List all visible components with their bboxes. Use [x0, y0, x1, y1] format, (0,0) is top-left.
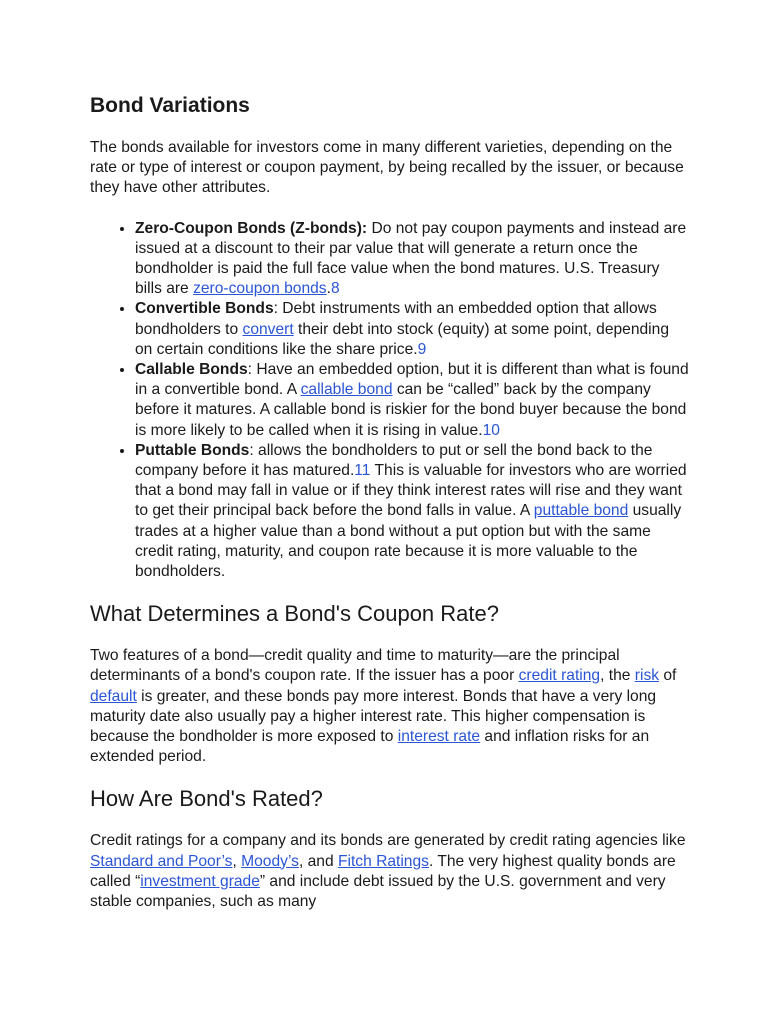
list-item-convertible: • Convertible Bonds: Debt instruments with an embedded option that allows bondholders to convert their debt into stock (equity) at some point, depending on certain conditions like the share price.9	[135, 299, 690, 360]
heading-coupon-rate: What Determines a Bond's Coupon Rate?	[90, 601, 499, 627]
coupon-rate-paragraph: Two features of a bond—credit quality and time to maturity—are the principal determinants of a bond's coupon rate. If the issuer has a poor credit rating, the risk of default is greater, and these bonds pay more interest. Bonds that have a very long maturity date also usually pay a higher interest rate. This higher compensation is because the bondholder is more exposed to interest rate and inflation risks for an extended period.	[90, 647, 677, 766]
article-body	[90, 92, 690, 912]
link-risk[interactable]: risk	[634, 667, 660, 685]
link-credit-rating[interactable]: credit rating	[518, 667, 601, 685]
link-interest-rate[interactable]: interest rate	[397, 728, 481, 746]
list-item-callable: • Callable Bonds: Have an embedded option, but it is different than what is found in a convertible bond. A callable bond can be “called” back by the company before it matures. A callable bond is riskier for the bond buyer because the bond is more likely to be called when it is rising in value.10	[135, 360, 690, 441]
link-investment-grade[interactable]: investment grade	[140, 872, 260, 890]
ratings-paragraph: Credit ratings for a company and its bonds are generated by credit rating agencies like Standard and Poor’s, Moody’s, and Fitch Ratings. The very highest quality bonds are called “investment grade” and include debt issued by the U.S. government and very stable companies, such as many	[90, 832, 686, 911]
footnote-ref[interactable]: 10	[482, 421, 500, 439]
list-item-zero-coupon: • Zero-Coupon Bonds (Z-bonds): Do not pay coupon payments and instead are issued at a discount to their par value that will generate a return once the bondholder is paid the full face value when the bond matures. U.S. Treasury bills are zero-coupon bonds.8	[135, 219, 690, 300]
link-zero-coupon-bonds[interactable]: zero-coupon bonds	[193, 280, 327, 298]
link-fitch-ratings[interactable]: Fitch Ratings	[337, 852, 429, 870]
link-puttable-bond[interactable]: puttable bond	[533, 502, 629, 520]
heading-bond-ratings: How Are Bond's Rated?	[90, 786, 323, 812]
term-label: Puttable Bonds	[135, 441, 250, 459]
term-label: Zero-Coupon Bonds (Z-bonds):	[135, 219, 368, 237]
link-callable-bond[interactable]: callable bond	[300, 381, 393, 399]
link-standard-and-poors[interactable]: Standard and Poor’s	[90, 852, 233, 870]
list-item-puttable: • Puttable Bonds: allows the bondholders to put or sell the bond back to the company before it has matured.11 This is valuable for investors who are worried that a bond may fall in value or if they think interest rates will rise and they want to get their principal back before the bond falls in value. A puttable bond usually trades at a higher value than a bond without a put option but with the same credit rating, maturity, and coupon rate because it is more valuable to the bondholders.	[135, 441, 690, 582]
term-label: Convertible Bonds	[135, 300, 274, 318]
footnote-ref[interactable]: 9	[417, 340, 427, 358]
footnote-ref[interactable]: 8	[330, 280, 340, 298]
link-moodys[interactable]: Moody’s	[241, 852, 299, 870]
heading-bond-variations: Bond Variations	[90, 94, 250, 117]
link-default[interactable]: default	[90, 687, 137, 705]
intro-paragraph: The bonds available for investors come in many different varieties, depending on the rate or type of interest or coupon payment, by being recalled by the issuer, or because they have other attributes.	[90, 139, 684, 197]
bond-types-list	[90, 219, 690, 583]
term-label: Callable Bonds	[135, 361, 248, 379]
link-convert[interactable]: convert	[242, 320, 294, 338]
footnote-ref[interactable]: 11	[354, 462, 371, 480]
